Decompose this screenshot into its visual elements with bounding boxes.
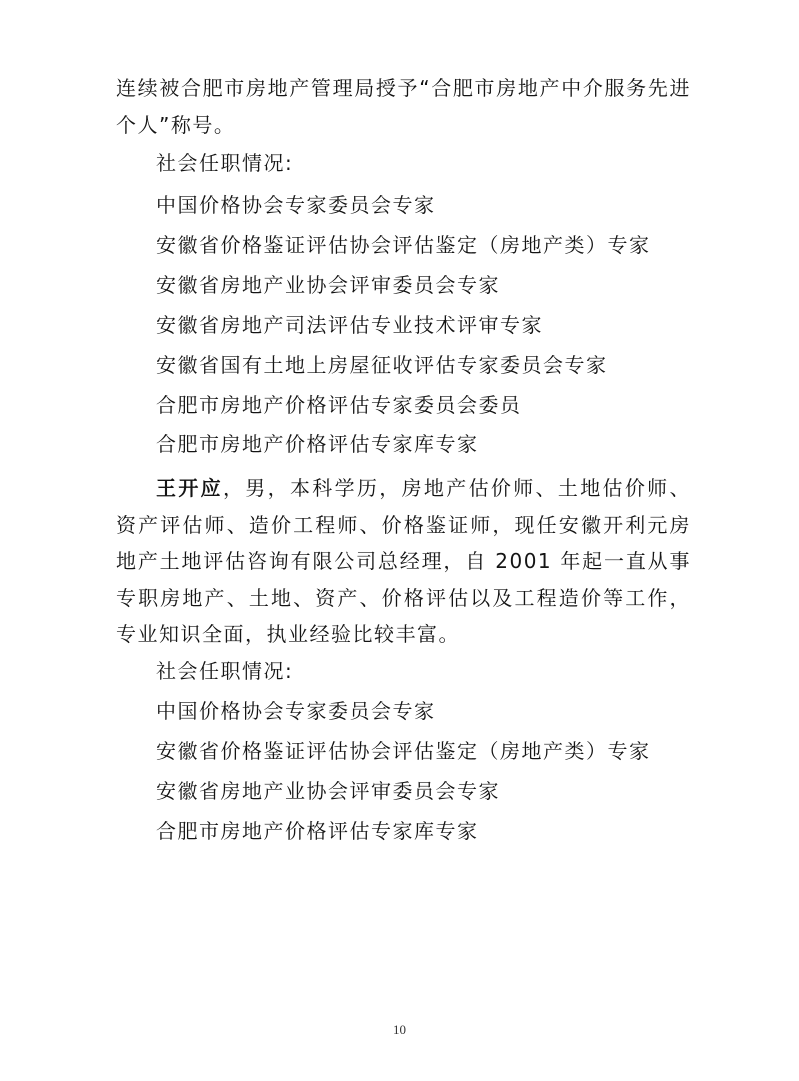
section2-heading: 社会任职情况:	[156, 659, 294, 683]
intro-paragraph: 连续被合肥市房地产管理局授予“合肥市房地产中介服务先进个人”称号。	[116, 76, 691, 137]
section1-item: 安徽省国有土地上房屋征收评估专家委员会专家	[156, 353, 608, 377]
section2-item: 中国价格协会专家委员会专家	[156, 699, 436, 723]
page-number: 10	[393, 1022, 406, 1037]
section1-heading: 社会任职情况:	[156, 151, 294, 175]
person-bio: ，男，本科学历，房地产估价师、土地估价师、资产评估师、造价工程师、价格鉴证师，现任安徽开利元房地产土地评估咨询有限公司总经理，自 2001 年起一直从事专职房地产、土地、资产、价格评估以及工程造价等工作，专业知识全面，执业经验比较丰富。	[116, 476, 692, 646]
section2-item: 合肥市房地产价格评估专家库专家	[156, 819, 479, 843]
section1-item: 合肥市房地产价格评估专家委员会委员	[156, 393, 522, 417]
section1-item: 安徽省房地产业协会评审委员会专家	[156, 273, 500, 297]
person-name: 王开应	[156, 476, 223, 500]
section1-item: 安徽省价格鉴证评估协会评估鉴定（房地产类）专家	[156, 233, 651, 257]
section1-item: 合肥市房地产价格评估专家库专家	[156, 432, 479, 456]
section2-item: 安徽省价格鉴证评估协会评估鉴定（房地产类）专家	[156, 739, 651, 763]
person-bio-paragraph	[116, 470, 691, 653]
section1-item: 安徽省房地产司法评估专业技术评审专家	[156, 313, 543, 337]
section2-item: 安徽省房地产业协会评审委员会专家	[156, 779, 500, 803]
section1-item: 中国价格协会专家委员会专家	[156, 193, 436, 217]
